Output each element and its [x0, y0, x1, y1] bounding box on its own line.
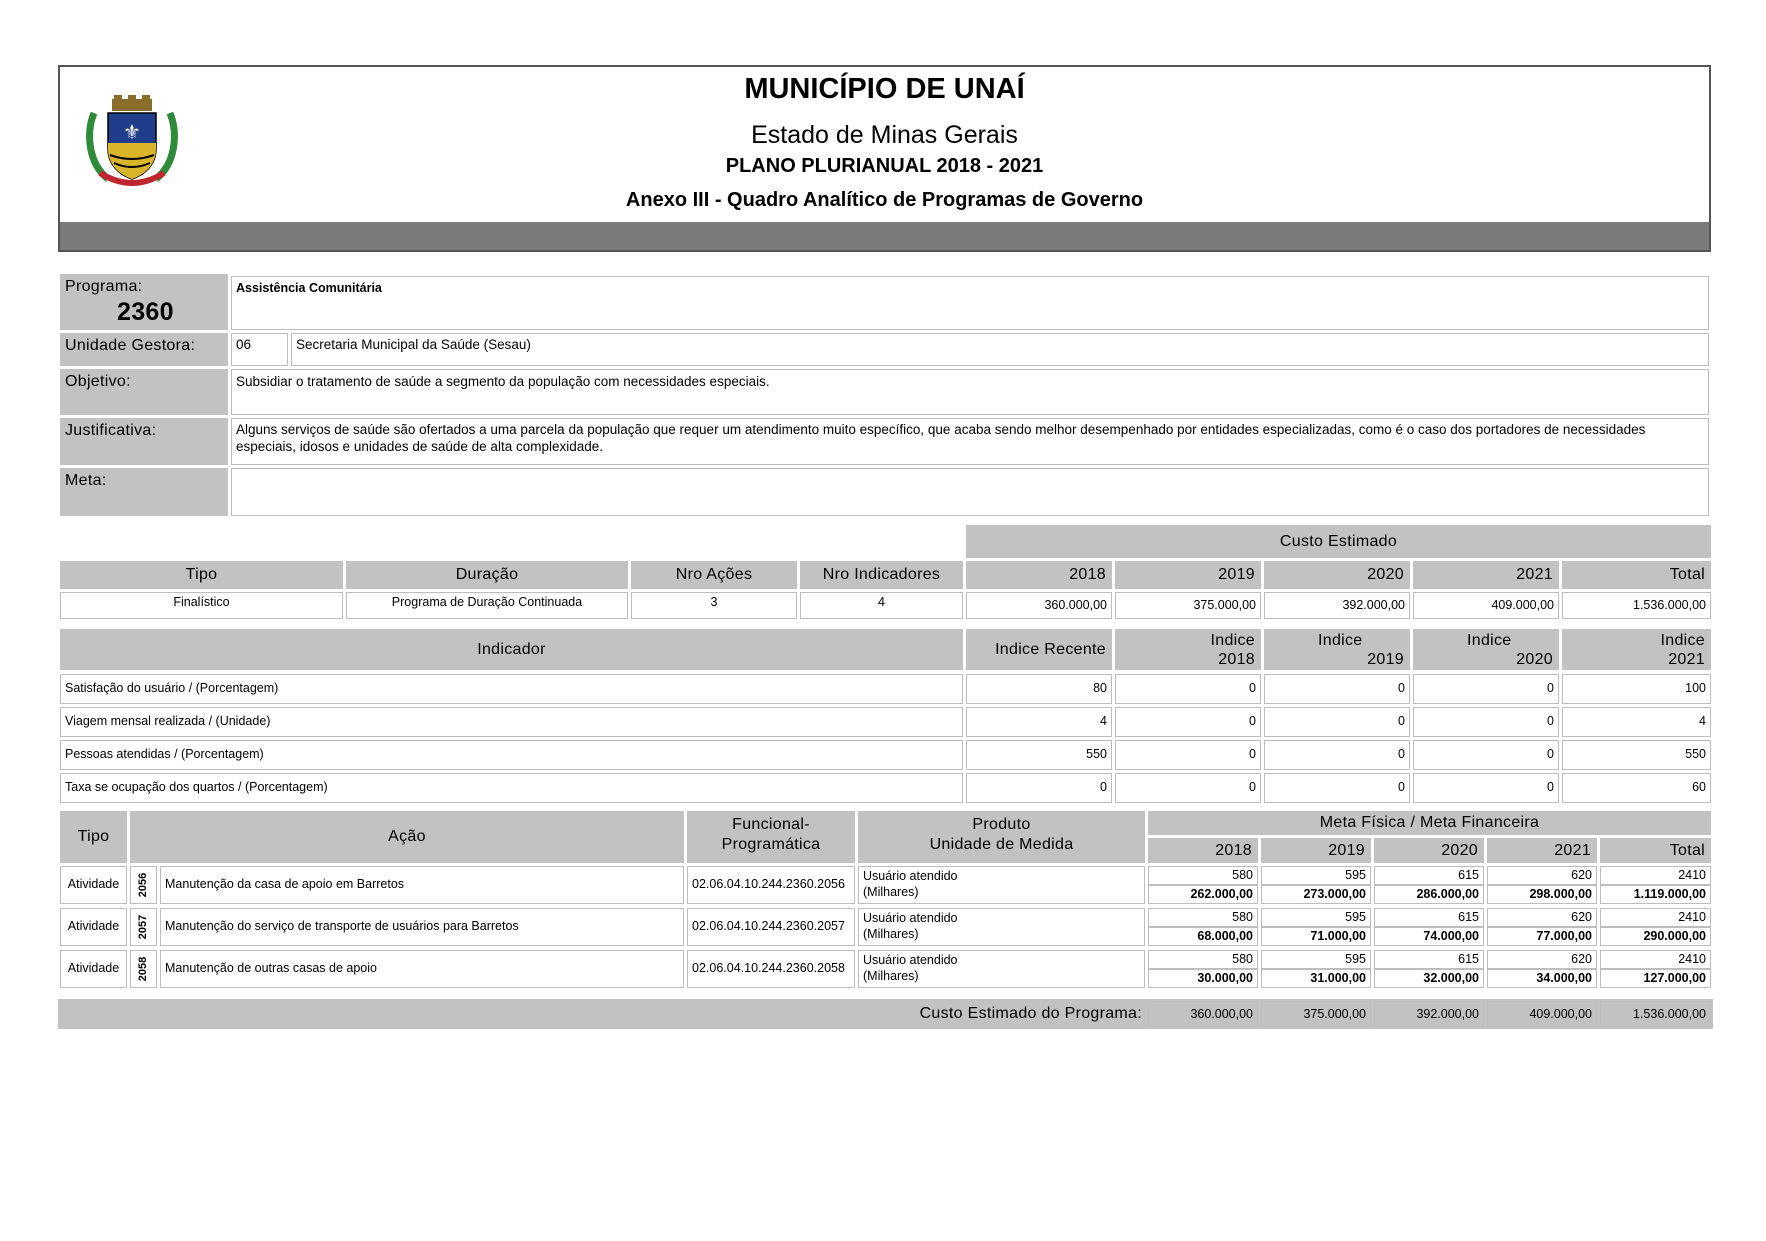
- action-name: Manutenção da casa de apoio em Barretos: [160, 866, 684, 904]
- meta-text: [231, 468, 1709, 516]
- action-financeira-2020: 286.000,00: [1374, 885, 1484, 904]
- summary-nro-indicadores: 4: [800, 592, 963, 619]
- summary-header-nro-acoes: Nro Ações: [631, 561, 797, 589]
- action-fisica-2019: 595: [1261, 866, 1371, 885]
- program-cost-2021: 409.000,00: [1487, 1001, 1597, 1027]
- action-code: 2058: [130, 950, 157, 988]
- indicator-name: Pessoas atendidas / (Porcentagem): [60, 740, 963, 770]
- indicator-2019: 0: [1264, 674, 1410, 704]
- action-fisica-total: 2410: [1600, 866, 1711, 885]
- action-financeira-2018: 262.000,00: [1148, 885, 1258, 904]
- program-number: 2360: [117, 298, 174, 326]
- action-name: Manutenção de outras casas de apoio: [160, 950, 684, 988]
- indicator-header-2019: Indice 2019: [1264, 629, 1410, 670]
- action-code: 2057: [130, 908, 157, 946]
- svg-text:⚜: ⚜: [123, 120, 141, 144]
- action-fisica-total: 2410: [1600, 908, 1711, 927]
- indicator-recente: 550: [966, 740, 1112, 770]
- summary-header-tipo: Tipo: [60, 561, 343, 589]
- indicator-2019: 0: [1264, 740, 1410, 770]
- indicator-recente: 0: [966, 773, 1112, 803]
- summary-header-2018: 2018: [966, 561, 1112, 589]
- plan-subtitle: PLANO PLURIANUAL 2018 - 2021: [725, 155, 1044, 177]
- indicator-name: Taxa se ocupação dos quartos / (Porcentagem): [60, 773, 963, 803]
- action-header-2020: 2020: [1374, 838, 1484, 863]
- objective-text: Subsidiar o tratamento de saúde a segmento da população com necessidades especiais.: [231, 369, 1709, 415]
- action-produto: Usuário atendido (Milhares): [858, 950, 1145, 988]
- program-cost-total: 1.536.000,00: [1600, 1001, 1711, 1027]
- indicator-2018: 0: [1115, 773, 1261, 803]
- summary-nro-acoes: 3: [631, 592, 797, 619]
- program-cost-2020: 392.000,00: [1374, 1001, 1484, 1027]
- annex-subtitle: Anexo III - Quadro Analítico de Programas de Governo: [625, 189, 1144, 211]
- action-financeira-2019: 31.000,00: [1261, 969, 1371, 988]
- action-fisica-2018: 580: [1148, 908, 1258, 927]
- indicator-header-2020: Indice 2020: [1413, 629, 1559, 670]
- action-funcional: 02.06.04.10.244.2360.2057: [687, 908, 855, 946]
- action-financeira-2018: 68.000,00: [1148, 927, 1258, 946]
- indicator-recente: 4: [966, 707, 1112, 737]
- state-subtitle: Estado de Minas Gerais: [751, 121, 1018, 149]
- summary-header-2021: 2021: [1413, 561, 1559, 589]
- action-financeira-total: 1.119.000,00: [1600, 885, 1711, 904]
- summary-header-2020: 2020: [1264, 561, 1410, 589]
- action-fisica-2018: 580: [1148, 950, 1258, 969]
- indicator-2021: 550: [1562, 740, 1711, 770]
- indicator-2021: 100: [1562, 674, 1711, 704]
- action-financeira-total: 290.000,00: [1600, 927, 1711, 946]
- municipality-title: MUNICÍPIO DE UNAÍ: [744, 73, 1025, 105]
- action-header-produto: Produto Unidade de Medida: [858, 811, 1145, 863]
- action-funcional: 02.06.04.10.244.2360.2058: [687, 950, 855, 988]
- summary-duracao: Programa de Duração Continuada: [346, 592, 628, 619]
- summary-header-nro-indicadores: Nro Indicadores: [800, 561, 963, 589]
- indicator-header-2021: Indice 2021: [1562, 629, 1711, 670]
- unit-name: Secretaria Municipal da Saúde (Sesau): [291, 333, 1709, 366]
- custo-estimado-header: Custo Estimado: [966, 525, 1711, 558]
- action-name: Manutenção do serviço de transporte de usuários para Barretos: [160, 908, 684, 946]
- summary-tipo: Finalístico: [60, 592, 343, 619]
- justification-text: Alguns serviços de saúde são ofertados a uma parcela da população que requer um atendimento muito específico, que acaba sendo melhor desempenhado por entidades especializadas, como é o caso dos portadores de necessidades especiais, idosos e unidades de saúde de alta complexidade.: [231, 418, 1709, 465]
- action-tipo: Atividade: [60, 950, 127, 988]
- summary-2021: 409.000,00: [1413, 592, 1559, 619]
- indicator-2019: 0: [1264, 773, 1410, 803]
- program-name: Assistência Comunitária: [231, 276, 1709, 330]
- action-fisica-2018: 580: [1148, 866, 1258, 885]
- indicator-2021: 4: [1562, 707, 1711, 737]
- indicator-2020: 0: [1413, 674, 1559, 704]
- indicator-2018: 0: [1115, 707, 1261, 737]
- program-cost-label: Custo Estimado do Programa:: [919, 1005, 1142, 1022]
- action-financeira-2021: 34.000,00: [1487, 969, 1597, 988]
- indicator-recente: 80: [966, 674, 1112, 704]
- action-tipo: Atividade: [60, 908, 127, 946]
- action-financeira-2021: 77.000,00: [1487, 927, 1597, 946]
- action-fisica-total: 2410: [1600, 950, 1711, 969]
- summary-total: 1.536.000,00: [1562, 592, 1711, 619]
- summary-header-total: Total: [1562, 561, 1711, 589]
- action-produto: Usuário atendido (Milhares): [858, 908, 1145, 946]
- indicator-name: Satisfação do usuário / (Porcentagem): [60, 674, 963, 704]
- program-cost-2018: 360.000,00: [1148, 1001, 1258, 1027]
- action-financeira-2019: 71.000,00: [1261, 927, 1371, 946]
- action-financeira-2018: 30.000,00: [1148, 969, 1258, 988]
- objective-label: Objetivo:: [60, 369, 228, 415]
- action-financeira-2019: 273.000,00: [1261, 885, 1371, 904]
- action-fisica-2019: 595: [1261, 950, 1371, 969]
- action-header-total: Total: [1600, 838, 1711, 863]
- header-gray-band: [60, 222, 1709, 250]
- action-fisica-2020: 615: [1374, 908, 1484, 927]
- action-header-2019: 2019: [1261, 838, 1371, 863]
- summary-2020: 392.000,00: [1264, 592, 1410, 619]
- action-fisica-2020: 615: [1374, 866, 1484, 885]
- action-header-funcional: Funcional- Programática: [687, 811, 855, 863]
- report-header: [58, 65, 1711, 252]
- program-label-box: [60, 274, 228, 330]
- action-code: 2056: [130, 866, 157, 904]
- action-tipo: Atividade: [60, 866, 127, 904]
- unit-code: 06: [231, 333, 288, 366]
- indicator-2019: 0: [1264, 707, 1410, 737]
- action-fisica-2020: 615: [1374, 950, 1484, 969]
- indicator-2020: 0: [1413, 707, 1559, 737]
- justification-label: Justificativa:: [60, 418, 228, 465]
- indicator-2020: 0: [1413, 740, 1559, 770]
- action-financeira-2020: 74.000,00: [1374, 927, 1484, 946]
- action-fisica-2019: 595: [1261, 908, 1371, 927]
- indicator-2018: 0: [1115, 740, 1261, 770]
- action-header-2021: 2021: [1487, 838, 1597, 863]
- action-header-acao: Ação: [130, 811, 684, 863]
- summary-2018: 360.000,00: [966, 592, 1112, 619]
- action-header-2018: 2018: [1148, 838, 1258, 863]
- unit-label: Unidade Gestora:: [60, 333, 228, 366]
- action-header-meta: Meta Física / Meta Financeira: [1148, 811, 1711, 835]
- action-header-tipo: Tipo: [60, 811, 127, 863]
- action-funcional: 02.06.04.10.244.2360.2056: [687, 866, 855, 904]
- action-fisica-2021: 620: [1487, 950, 1597, 969]
- program-label: Programa:: [65, 278, 143, 295]
- summary-header-2019: 2019: [1115, 561, 1261, 589]
- indicator-2020: 0: [1413, 773, 1559, 803]
- summary-header-duracao: Duração: [346, 561, 628, 589]
- action-financeira-total: 127.000,00: [1600, 969, 1711, 988]
- summary-2019: 375.000,00: [1115, 592, 1261, 619]
- program-cost-2019: 375.000,00: [1261, 1001, 1371, 1027]
- action-financeira-2020: 32.000,00: [1374, 969, 1484, 988]
- indicator-header-name: Indicador: [60, 629, 963, 670]
- indicator-2021: 60: [1562, 773, 1711, 803]
- action-fisica-2021: 620: [1487, 908, 1597, 927]
- indicator-2018: 0: [1115, 674, 1261, 704]
- meta-label: Meta:: [60, 468, 228, 516]
- indicator-header-2018: Indice 2018: [1115, 629, 1261, 670]
- action-financeira-2021: 298.000,00: [1487, 885, 1597, 904]
- action-fisica-2021: 620: [1487, 866, 1597, 885]
- indicator-name: Viagem mensal realizada / (Unidade): [60, 707, 963, 737]
- indicator-header-recente: Indice Recente: [966, 629, 1112, 670]
- action-produto: Usuário atendido (Milhares): [858, 866, 1145, 904]
